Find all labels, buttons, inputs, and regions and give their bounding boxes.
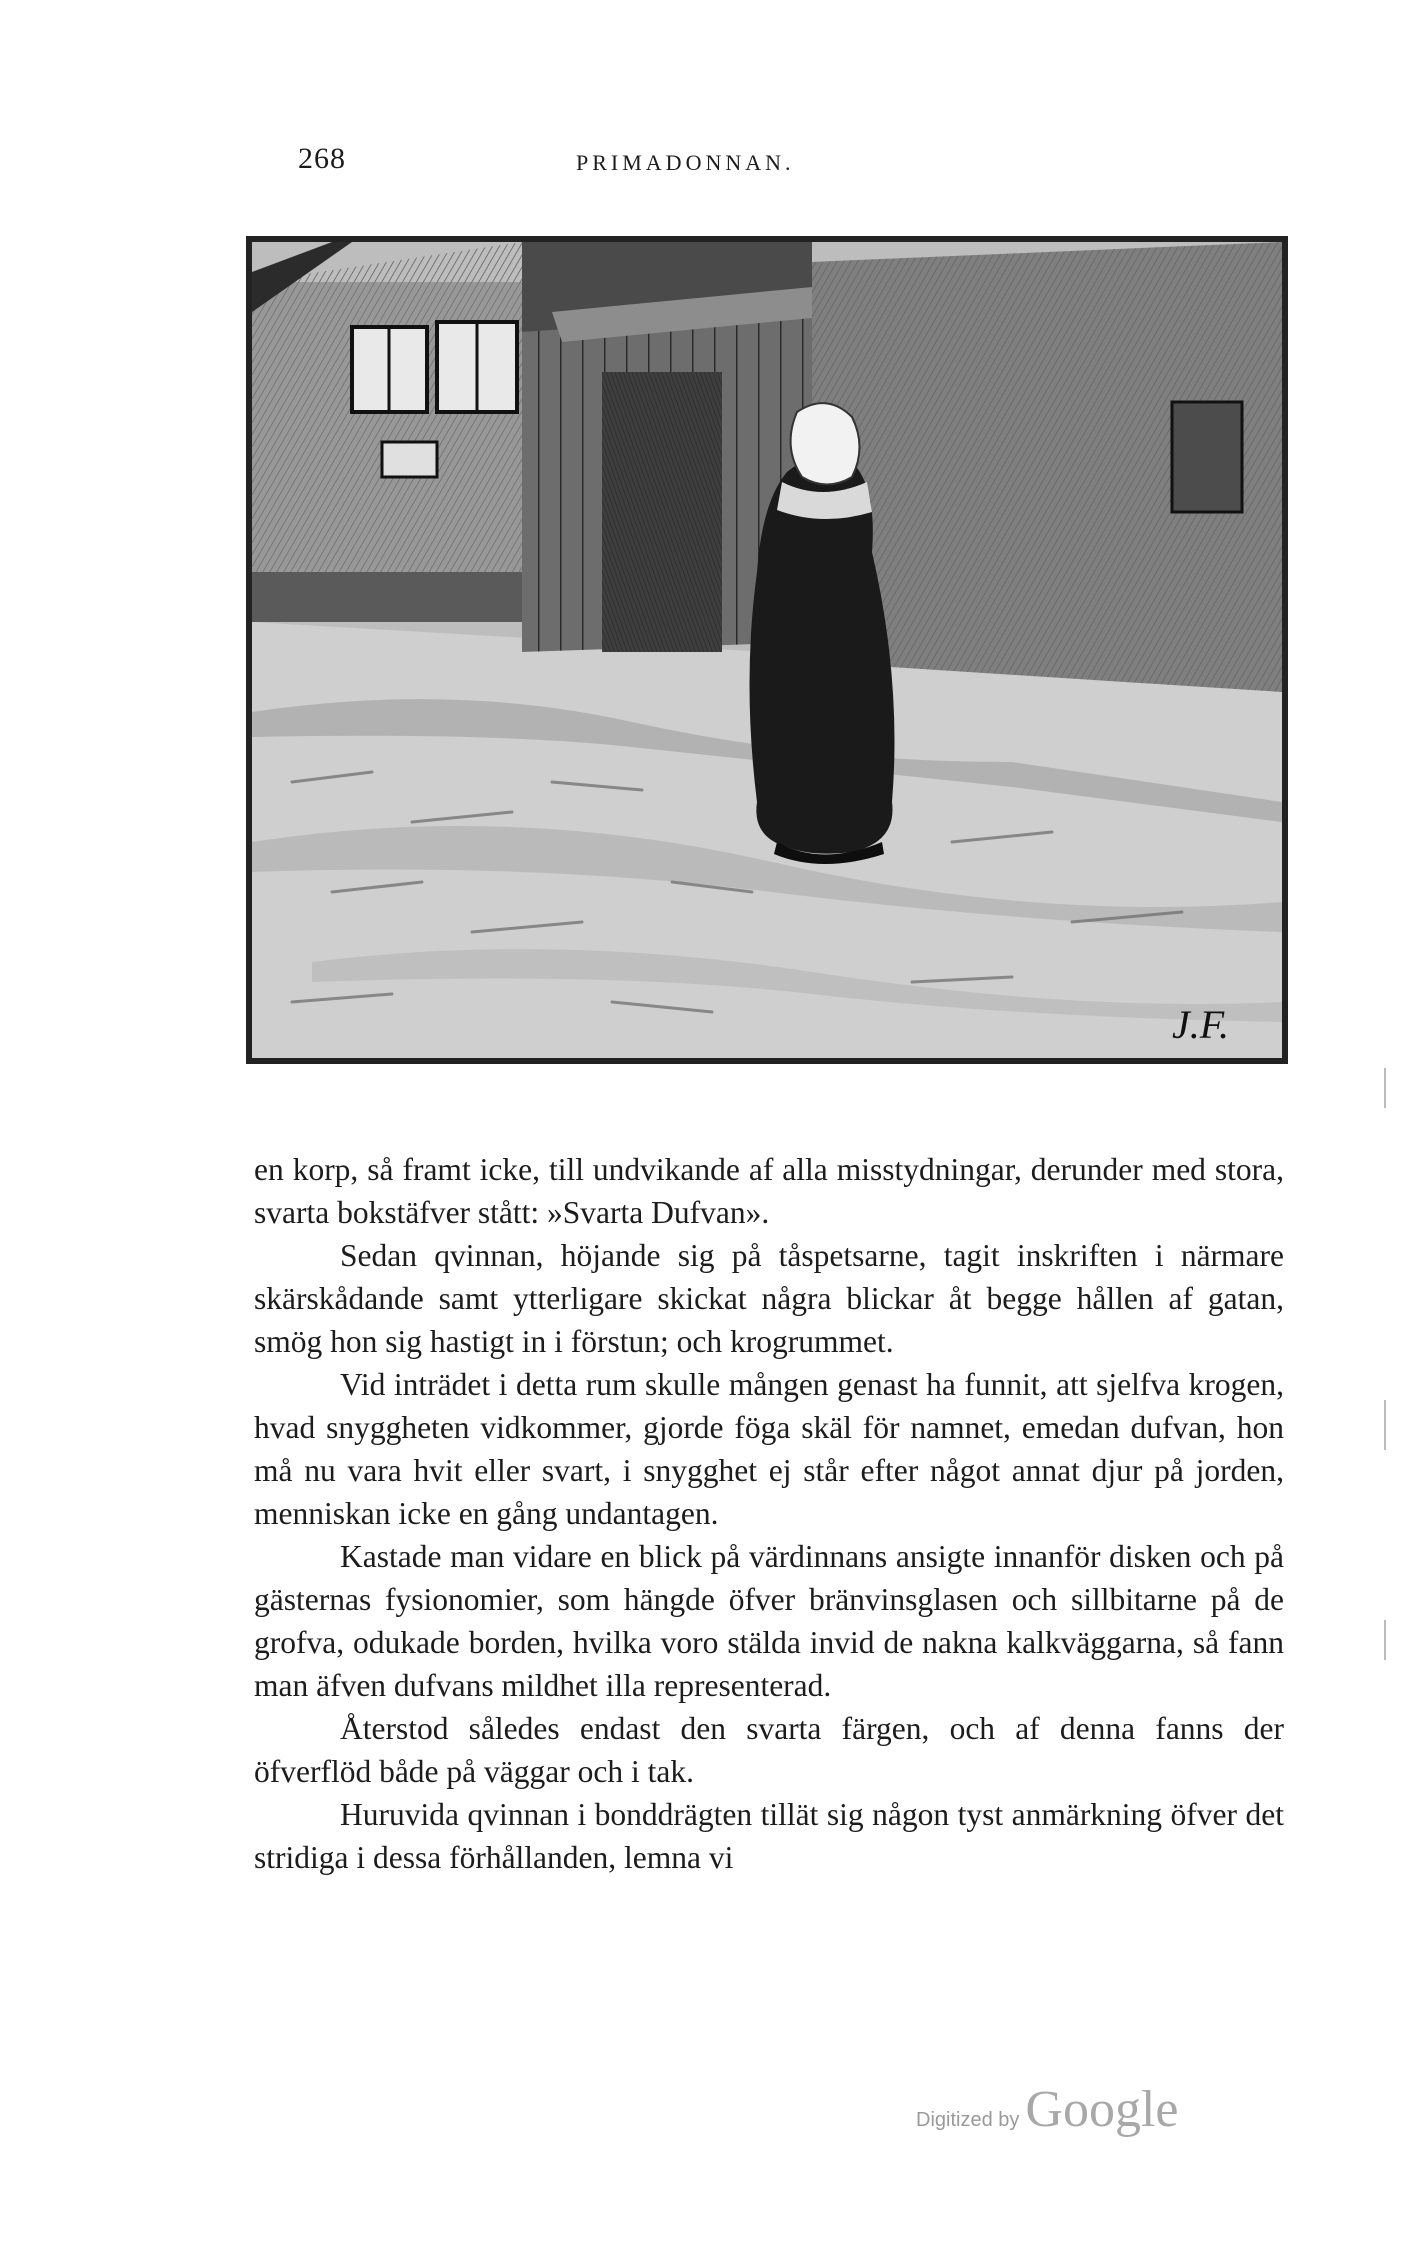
body-text [254,1148,1284,1879]
paragraph: Sedan qvinnan, höjande sig på tåspetsarne, tagit inskriften i närmare skärskådande samt ytterligare skickat några blickar åt begge hållen af gatan, smög hon sig hastigt in i förstun; och krogrummet. [254,1238,1284,1359]
paragraph: Vid inträdet i detta rum skulle mången genast ha funnit, att sjelfva krogen, hvad snyggheten vidkommer, gjorde föga skäl för namnet, emedan dufvan, hon må nu vara hvit eller svart, i snygghet ej står efter något annat djur på jorden, menniskan icke en gång undantagen. [254,1367,1284,1531]
paragraph: Huruvida qvinnan i bonddrägten tillät sig någon tyst anmärkning öfver det stridiga i dessa förhållanden, lemna vi [254,1797,1284,1875]
artist-monogram: J.F. [1172,1002,1230,1047]
running-head: PRIMADONNAN. [576,150,795,175]
paragraph: Kastade man vidare en blick på värdinnans ansigte innanför disken och på gästernas fysionomier, som hängde öfver bränvinsglasen och sillbitarne på de grofva, odukade borden, hvilka voro stälda invid de nakna kalkväggarna, så fann man äfven dufvans mildhet illa representerad. [254,1539,1284,1703]
paragraph: en korp, så framt icke, till undvikande af alla misstydningar, derunder med stora, svarta bokstäfver stått: »Svarta Dufvan». [254,1152,1284,1230]
google-logo: Google [1025,2081,1179,2138]
window-right [1172,402,1242,512]
margin-mark [1384,1400,1386,1450]
margin-mark [1384,1620,1386,1660]
paragraph: Återstod således endast den svarta färgen, och af denna fanns der öfverflöd både på väggar och i tak. [254,1711,1284,1789]
digitized-by-credit [916,2080,1178,2139]
digitized-by-label: Digitized by [916,2109,1020,2131]
margin-mark [1384,1068,1386,1108]
page-number: 268 [298,142,346,175]
illustration-street-scene [246,236,1288,1064]
